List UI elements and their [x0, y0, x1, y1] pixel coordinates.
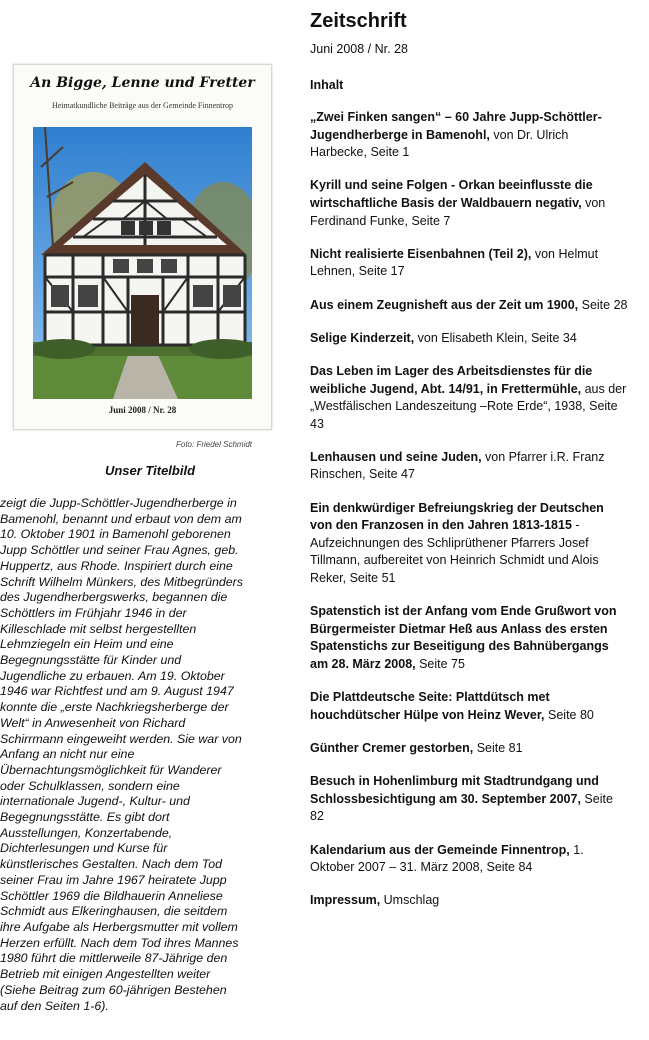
caption-text — [0, 496, 298, 1014]
toc-entry — [310, 246, 628, 281]
caption-line: 10. Oktober 1901 in Bamenohl geborenen — [0, 527, 231, 542]
toc-entry-title: Impressum, — [310, 893, 381, 908]
caption-line: künstlerisches Gestalten. Nach dem Tod — [0, 857, 222, 872]
toc-entry-details: Seite 81 — [473, 740, 523, 755]
toc-entry-title: Das Leben im Lager des Arbeitsdienstes für die weibliche Jugend, Abt. 14/91, in Frettermühle, — [310, 363, 593, 396]
cover-photo-half-timbered-house — [33, 127, 252, 399]
journal-title: Zeitschrift — [310, 10, 407, 32]
toc-entry-details: Seite 82 — [310, 791, 613, 824]
toc-entry-title: Aus einem Zeugnisheft aus der Zeit um 1900, — [310, 297, 579, 312]
toc-entry-title: Spatenstich ist der Anfang vom Ende Grußwort von Bürgermeister Dietmar Heß aus Anlass des ersten Spatenstichs zur Beseitigung des Bahnübergangs am 28. März 2008, — [310, 604, 617, 671]
caption-line: Betrieb mit einigen Angestellten weiter — [0, 967, 211, 982]
toc-entry-title: Ein denkwürdiger Befreiungskrieg der Deutschen von den Franzosen in den Jahren 1813-1815 — [310, 500, 604, 533]
caption-line: konnte die „erste Nachkriegsherberge der — [0, 700, 229, 715]
caption-line: (Siehe Beitrag zum 60-jährigen Bestehen — [0, 982, 227, 997]
photo-credit: Foto: Friedel Schmidt — [176, 440, 253, 449]
caption-line: oder Schulklassen, sondern eine — [0, 778, 180, 793]
toc-entry — [310, 177, 628, 230]
toc-entry-title: Günther Cremer gestorben, — [310, 740, 474, 755]
toc-entry-details: Seite 28 — [578, 297, 628, 312]
toc-entry-title: Die Plattdeutsche Seite: Plattdütsch met houchdütscher Hülpe von Heinz Wever, — [310, 690, 550, 722]
caption-line: Ausstellungen, Konzertabende, — [0, 825, 173, 840]
caption-title: Unser Titelbild — [104, 463, 196, 478]
caption-line: Anfang an nicht nur eine — [0, 747, 135, 762]
toc-entry — [310, 603, 628, 673]
caption-line: Herzen erfüllt. Nach dem Tod ihres Mannes — [0, 935, 239, 950]
caption-line: ihre Aufgabe als Herbergsmutter mit vollem — [0, 919, 238, 934]
caption-line: seiner Frau im Jahre 1967 heiratete Jupp — [0, 872, 227, 887]
toc-entry-details: Umschlag — [380, 893, 440, 908]
caption-line: Lehmziegeln ein Heim und eine — [0, 637, 174, 652]
caption-line: auf den Seiten 1-6). — [0, 998, 109, 1013]
caption-line: Begegnungsstätte für Kinder und — [0, 653, 182, 668]
toc-entry — [310, 109, 628, 162]
caption-line: zeigt die Jupp-Schöttler-Jugendherberge in — [0, 496, 237, 510]
caption-line: Schöttlers im Frühjahr 1946 in der — [0, 605, 187, 620]
caption-line: Bamenohl, benannt und erbaut von dem am — [0, 511, 242, 526]
caption-line: Schrift Wilhelm Münkers, des Mitbegründers — [0, 574, 243, 589]
caption-line: Dichterlesungen und Kurse für — [0, 841, 168, 856]
toc-entry — [310, 500, 628, 588]
toc-entry-details: Seite 75 — [415, 657, 465, 671]
toc-entry-title: Nicht realisierte Eisenbahnen (Teil 2), — [310, 246, 532, 261]
cover-subtitle: Heimatkundliche Beiträge aus der Gemeinde Finnentrop — [51, 101, 234, 110]
contents-heading: Inhalt — [310, 78, 344, 92]
toc-entry-title: Selige Kinderzeit, — [310, 330, 415, 345]
caption-line: Jugendliche zu erbauen. Am 19. Oktober — [0, 668, 225, 683]
toc-entry — [310, 689, 628, 724]
caption-line: internationale Jugend-, Kultur- und — [0, 794, 190, 809]
toc-entry — [310, 449, 628, 484]
toc-entry-title: Lenhausen und seine Juden, — [310, 449, 482, 464]
toc-entry-details: 1. Oktober 2007 – 31. März 2008, Seite 84 — [310, 842, 584, 875]
caption-line: Welt“ in Anwesenheit von Richard — [0, 715, 186, 730]
toc-entry-details: aus der „Westfälischen Landeszeitung –Rote Erde“, 1938, Seite 43 — [310, 381, 627, 431]
caption-line: Schmidt aus Elkeringhausen, die seitdem — [0, 904, 228, 919]
toc-entry — [310, 297, 628, 315]
caption-line: des Jugendherbergswerks, begannen die — [0, 590, 228, 605]
toc-entry — [310, 773, 628, 826]
toc-entry — [310, 892, 628, 910]
caption-line: Begegnungsstätte. Es gibt dort — [0, 810, 170, 825]
left-column — [0, 0, 300, 1040]
caption-line: Schirrmann eingeweiht werden. Sie war von — [0, 731, 242, 746]
toc-entry-title: Besuch in Hohenlimburg mit Stadtrundgang und Schlossbesichtigung am 30. September 2007, — [310, 774, 599, 806]
caption-line: Übernachtungsmöglichkeit für Wanderer — [0, 762, 222, 777]
toc-entry-title: Kyrill und seine Folgen - Orkan beeinflusste die wirtschaftliche Basis der Waldbauern negativ, — [310, 178, 593, 210]
magazine-cover — [13, 64, 272, 430]
toc-entry-details: von Helmut Lehnen, Seite 17 — [310, 246, 599, 279]
caption-line: Killeschlade mit selbst hergestellten — [0, 621, 197, 636]
toc-entry-details: von Ferdinand Funke, Seite 7 — [310, 195, 606, 228]
toc-entry-title: Kalendarium aus der Gemeinde Finnentrop, — [310, 842, 570, 857]
toc-entry-details: von Pfarrer i.R. Franz Rinschen, Seite 47 — [310, 449, 605, 482]
caption-line: 1946 war Richtfest und am 9. August 1947 — [0, 684, 234, 699]
toc-entry — [310, 330, 628, 348]
caption-line: Jupp Schöttler und seiner Frau Agnes, geb. — [0, 543, 239, 558]
caption-line: Schöttler 1969 die Bildhauerin Anneliese — [0, 888, 223, 903]
toc-entry-details: von Dr. Ulrich Harbecke, Seite 1 — [310, 127, 569, 160]
cover-issue: Juni 2008 / Nr. 28 — [108, 405, 177, 415]
caption-line: Huppertz, aus Rhode. Inspiriert durch eine — [0, 558, 233, 573]
caption-line: 1980 führt die mittlerweile 87-Jährige den — [0, 951, 228, 966]
toc-entry — [310, 363, 628, 433]
toc-entry — [310, 740, 628, 758]
cover-title: An Bigge, Lenne und Fretter — [30, 75, 255, 91]
toc-entry-details: - Aufzeichnungen des Schliprüthener Pfarrers Josef Tillmann, aufbereitet von Heinrich Schmidt und Alois Reker, Seite 51 — [310, 518, 599, 586]
toc-entry-title: „Zwei Finken sangen“ – 60 Jahre Jupp-Schöttler-Jugendherberge in Bamenohl, — [310, 110, 602, 142]
toc-entry-details: Seite 80 — [544, 707, 594, 722]
toc-entry — [310, 842, 628, 877]
journal-issue: Juni 2008 / Nr. 28 — [310, 42, 408, 56]
table-of-contents — [310, 109, 628, 926]
toc-entry-details: von Elisabeth Klein, Seite 34 — [414, 330, 577, 345]
